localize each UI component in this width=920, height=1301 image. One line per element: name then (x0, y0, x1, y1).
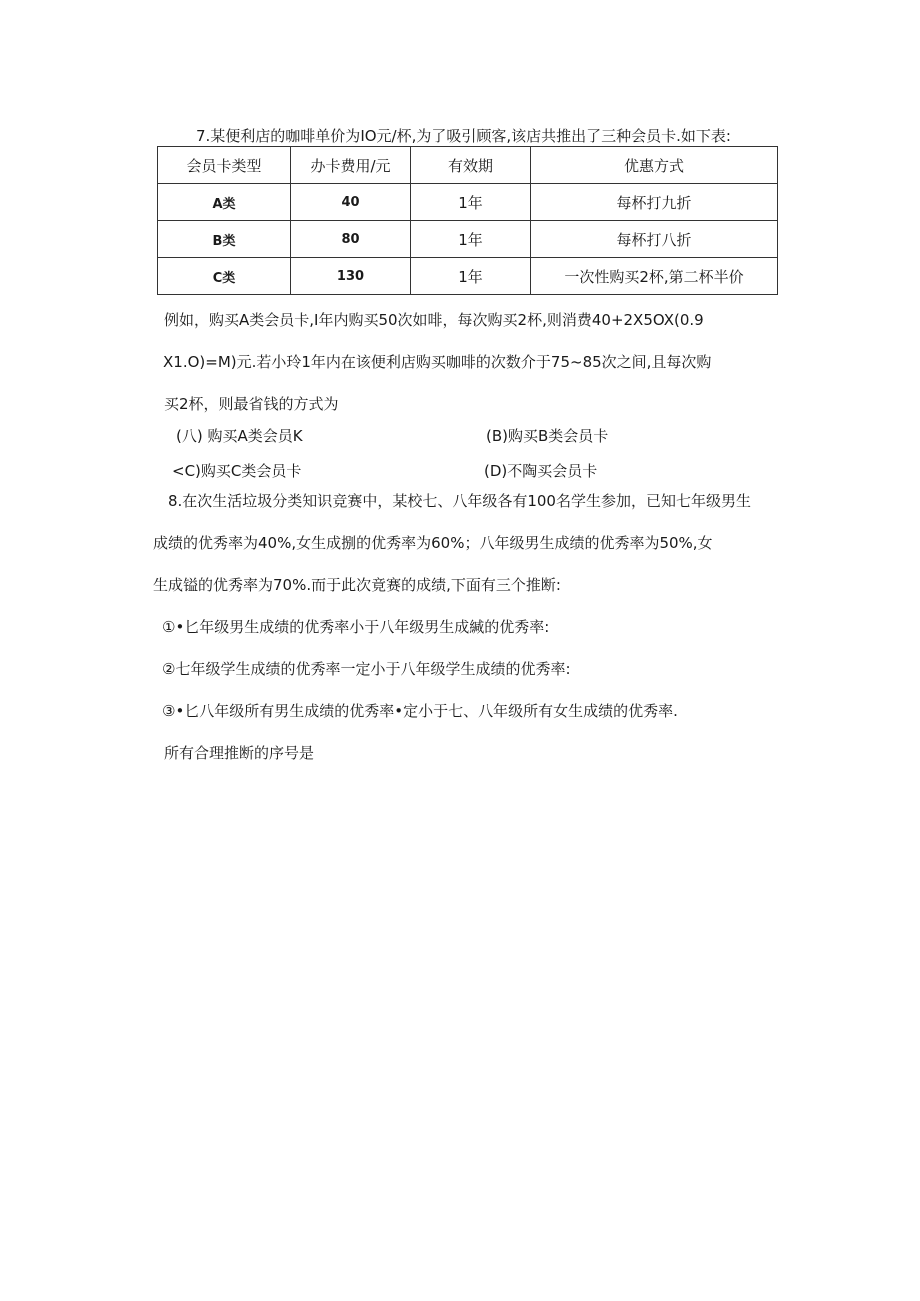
question-7-title: 7.某便利店的咖啡单价为IO元/杯,为了吸引顾客,该店共推出了三种会员卡.如下表: (196, 127, 731, 145)
table-header-cell: 会员卡类型 (158, 147, 291, 184)
table-cell: 每杯打八折 (531, 221, 778, 258)
question-8-text-line: 8.在次生活垃圾分类知识竞赛中，某校七、八年级各有100名学生参加，已知七年级男生 (168, 492, 751, 510)
example-text-line: X1.O)=M)元.若小玲1年内在该便利店购买咖啡的次数介于75~85次之间,且每次购 (163, 353, 712, 371)
table-cell: 1年 (411, 221, 531, 258)
table-cell: 80 (291, 221, 411, 258)
table-cell: C类 (158, 258, 291, 295)
option-d: (D)不陶买会员卡 (484, 462, 598, 480)
table-row (158, 221, 778, 258)
inference-statement-3: ③•匕八年级所有男生成绩的优秀率•定小于七、八年级所有女生成绩的优秀率. (162, 702, 678, 720)
table-cell: 1年 (411, 258, 531, 295)
table-row (158, 258, 778, 295)
table-cell: 每杯打九折 (531, 184, 778, 221)
table-cell: B类 (158, 221, 291, 258)
table-cell: 40 (291, 184, 411, 221)
table-cell: 130 (291, 258, 411, 295)
inference-statement-1: ①•匕年级男生成绩的优秀率小于八年级男生成緘的优秀率: (162, 618, 550, 636)
table-header-cell: 办卡费用/元 (291, 147, 411, 184)
example-text-line: 买2杯，则最省钱的方式为 (164, 395, 339, 413)
table-row (158, 184, 778, 221)
example-text-line: 例如，购买A类会员卡,I年内购买50次如啡，每次购买2杯,则消费40+2X5OX(0.9 (164, 311, 704, 329)
question-8-prompt: 所有合理推断的序号是 (164, 744, 315, 762)
option-c: <C)购买C类会员卡 (172, 462, 302, 480)
inference-statement-2: ②七年级学生成绩的优秀率一定小于八年级学生成绩的优秀率: (162, 660, 571, 678)
option-a: (八) 购买A类会员K (176, 427, 303, 445)
option-b: (B)购买B类会员卡 (486, 427, 609, 445)
question-8-text-line: 生成镒的优秀率为70%.而于此次竟赛的成绩,下面有三个推断: (153, 576, 561, 594)
membership-card-table (157, 146, 778, 295)
table-header-cell: 优惠方式 (531, 147, 778, 184)
table-header-cell: 有效期 (411, 147, 531, 184)
table-cell: A类 (158, 184, 291, 221)
table-cell: 一次性购买2杯,第二杯半价 (531, 258, 778, 295)
question-8-text-line: 成绩的优秀率为40%,女生成捌的优秀率为60%；八年级男生成绩的优秀率为50%,女 (153, 534, 713, 552)
table-header-row (158, 147, 778, 184)
table-cell: 1年 (411, 184, 531, 221)
